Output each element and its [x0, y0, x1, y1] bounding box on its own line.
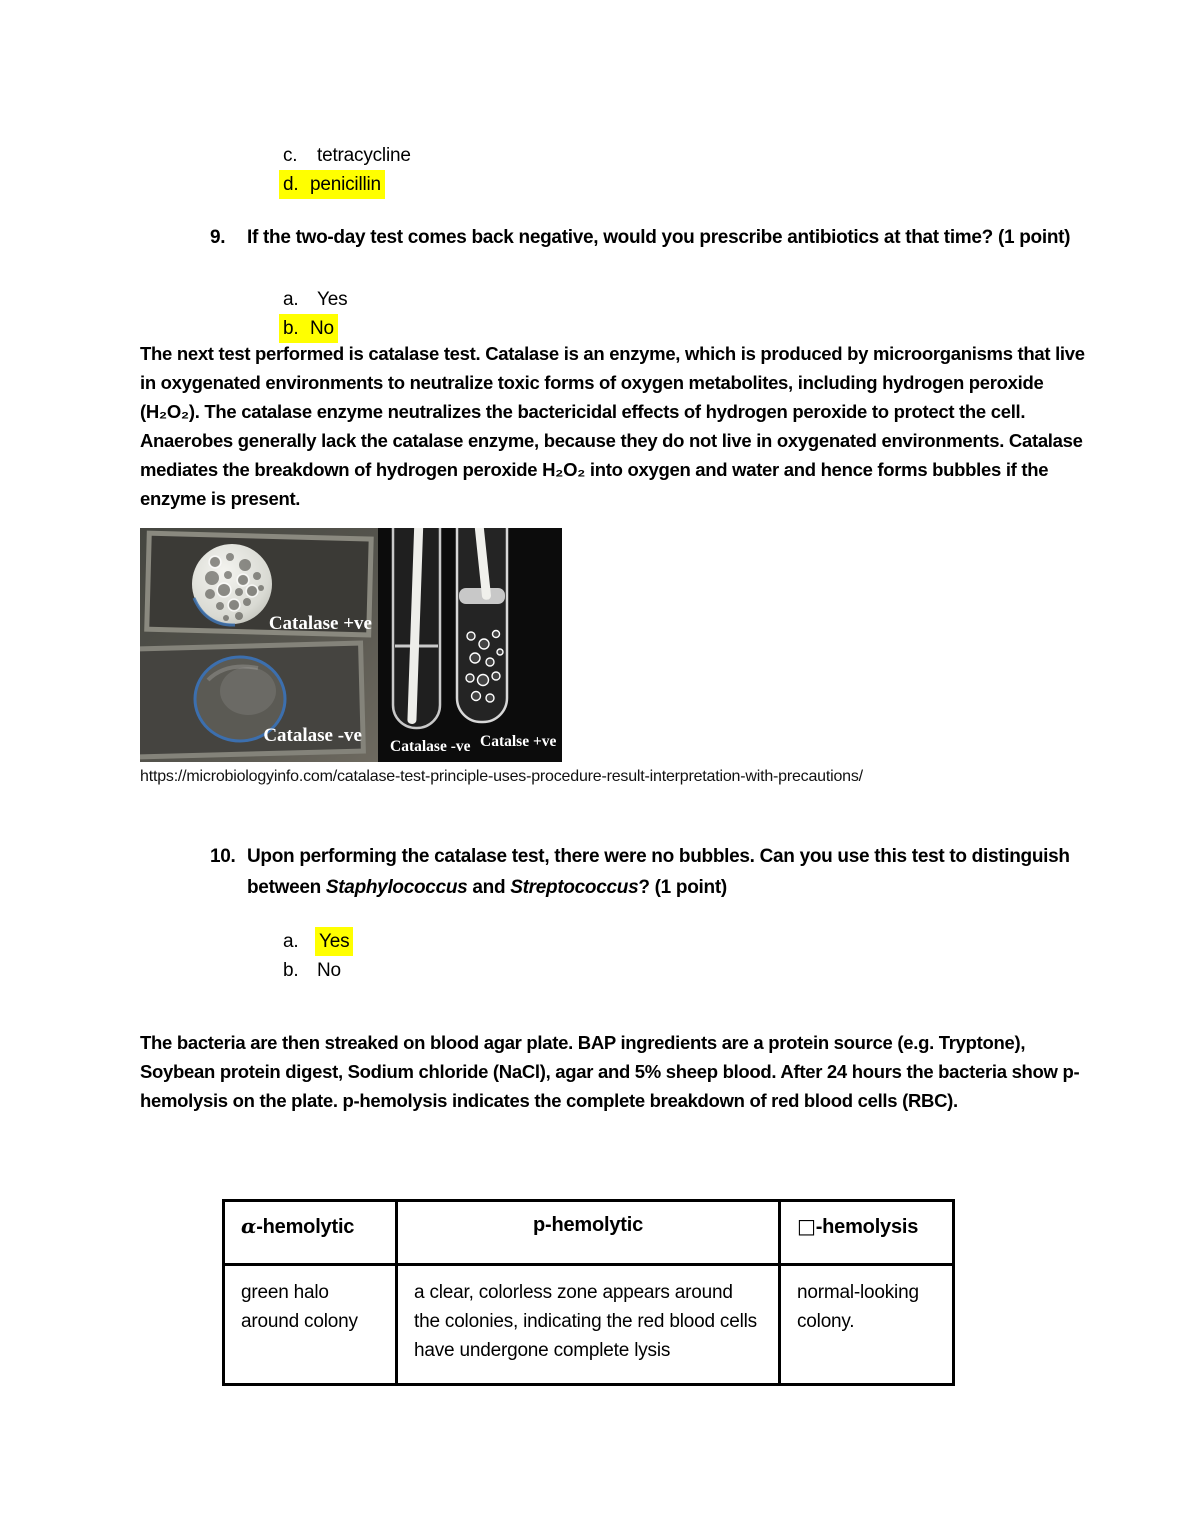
bap-paragraph: The bacteria are then streaked on blood agar plate. BAP ingredients are a protein source (e.g. Tryptone), Soybean protein digest, Sodium chloride (NaCl), agar and 5% sheep blood. After 24 hours the bacteria show p-hemolysis on the plate. p-hemolysis indicates the complete breakdown of red blood cells (RBC). — [140, 1032, 1080, 1111]
table-header-row — [224, 1201, 954, 1265]
stem-text: Upon performing the catalase test, there were no bubbles. Can you use this test to distinguish between — [247, 846, 1070, 898]
question-stem: If the two-day test comes back negative, would you prescribe antibiotics at that time? (1 point) — [247, 227, 1071, 248]
question9-options — [283, 285, 347, 343]
tube-positive-label: Catalse +ve — [480, 733, 557, 750]
option-letter: b. — [283, 318, 299, 339]
option-a — [283, 285, 347, 314]
cell-alpha: green halo around colony — [224, 1265, 397, 1385]
option-c — [283, 141, 411, 170]
genus-italic: Staphylococcus — [325, 877, 468, 898]
question-stem — [247, 841, 1082, 903]
slide-negative-label: Catalase -ve — [263, 725, 362, 746]
missing-glyph-box: □ — [797, 1214, 816, 1238]
option-letter: d. — [283, 174, 299, 195]
option-letter: a. — [283, 289, 299, 310]
catalase-figure — [140, 528, 562, 762]
question-number: 9. — [210, 227, 226, 248]
option-letter: a. — [283, 931, 299, 952]
slide-positive-label: Catalase +ve — [268, 613, 372, 634]
option-text: No — [310, 318, 334, 339]
table-row — [224, 1265, 954, 1385]
tube-negative — [393, 528, 440, 728]
alpha-glyph: α — [241, 1214, 257, 1238]
option-text: No — [317, 960, 341, 981]
genus-italic: Streptococcus — [510, 877, 639, 898]
header-p-hemolytic: p-hemolytic — [397, 1201, 780, 1265]
option-text: tetracycline — [317, 145, 411, 166]
catalase-paragraph: The next test performed is catalase test. Catalase is an enzyme, which is produced by microorganisms that live in oxygenated environments to neutralize toxic forms of oxygen metabolites, including hydrogen peroxide (H₂O₂). The catalase enzyme neutralizes the bactericidal effects of hydrogen peroxide to protect the cell. Anaerobes generally lack the catalase enzyme, because they do not live in oxygenated environments. Catalase mediates the breakdown of hydrogen peroxide H₂O₂ into oxygen and water and hence forms bubbles if the enzyme is present. — [140, 343, 1085, 509]
option-a-highlighted — [283, 927, 353, 956]
option-letter: c. — [283, 145, 298, 166]
cell-gamma: normal-looking colony. — [780, 1265, 954, 1385]
tube-positive — [457, 528, 507, 722]
cell-beta: a clear, colorless zone appears around the colonies, indicating the red blood cells have undergone complete lysis — [397, 1265, 780, 1385]
question-9 — [210, 222, 1090, 253]
question-10 — [210, 841, 1090, 903]
catalase-figure-image — [140, 528, 562, 762]
option-text: penicillin — [310, 174, 381, 195]
stem-text: ? (1 point) — [638, 877, 727, 898]
figure-caption: https://microbiologyinfo.com/catalase-test-principle-uses-procedure-result-interpretation-with-precautions/ — [140, 768, 863, 785]
option-letter: b. — [283, 960, 299, 981]
tube-negative-label: Catalase -ve — [390, 738, 471, 755]
hemolysis-table-wrap — [222, 1199, 955, 1386]
stem-text: and — [467, 877, 511, 898]
option-text: Yes — [317, 289, 348, 310]
hemolysis-table — [222, 1199, 955, 1386]
option-d-highlighted — [279, 170, 385, 199]
header-alpha-hemolytic: α-hemolytic — [224, 1201, 397, 1265]
slide-panel — [140, 528, 378, 762]
tube-panel — [378, 528, 562, 762]
option-b — [283, 956, 353, 985]
question-number: 10. — [210, 846, 236, 867]
header-gamma-hemolysis: □-hemolysis — [780, 1201, 954, 1265]
question8-options — [283, 141, 411, 199]
question10-options — [283, 927, 353, 985]
option-text: Yes — [315, 927, 353, 956]
